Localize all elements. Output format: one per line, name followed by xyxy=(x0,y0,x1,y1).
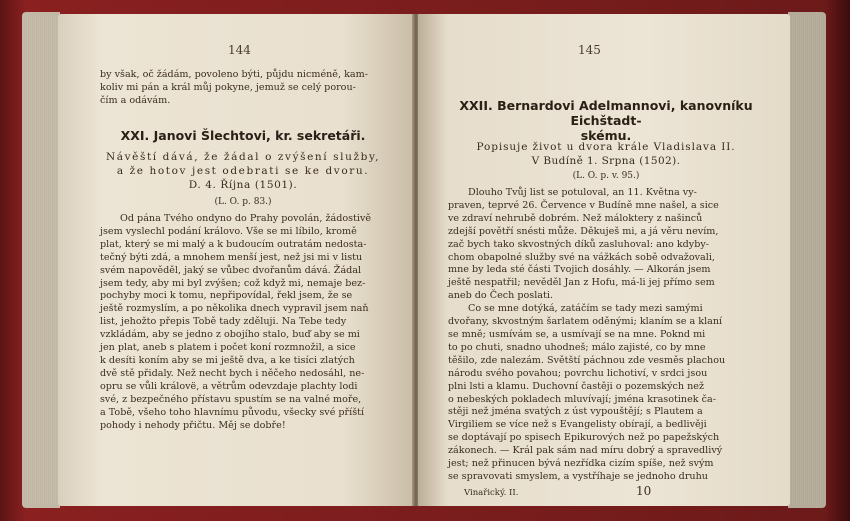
text-line: svém napověděl, jaký se vůbec dvořanům dává. Žádal xyxy=(100,264,362,276)
text-line: Dlouho Tvůj list se potuloval, an 11. Května vy- xyxy=(468,187,697,198)
text-line: opru se vůli královë, a větrům odevzdaje plachty lodi xyxy=(100,380,358,392)
text-line: ještě nespatřil; nevěděl Jan z Hofu, má-li jej přímo sem xyxy=(448,277,715,289)
text-line: své, z bezpečného přístavu spustím se na valné moře, xyxy=(100,393,362,405)
right-page-edges xyxy=(788,12,826,508)
right-page xyxy=(418,14,790,506)
subtitle-line: a že hotov jest odebrati se ke dvoru. xyxy=(116,165,370,177)
text-line: zdejší povětří snésti může. Děkuješ mi, a já věru nevím, xyxy=(448,225,719,237)
left-page-number: 144 xyxy=(228,43,251,57)
text-line: stěji než jména svatých z úst vypouštějí; s Plautem a xyxy=(448,406,703,418)
text-line: jen plat, aneb s platem i počet koní rozmnožil, a sice xyxy=(100,342,356,354)
text-line: jsem vyslechl podání královo. Vše se mi líbilo, kromě xyxy=(100,225,357,237)
text-line: praven, teprvé 26. Července v Budíně mne našel, a sice xyxy=(448,199,719,211)
letter-subtitle-xxii xyxy=(436,140,776,168)
letter-heading-xxii xyxy=(436,98,776,143)
text-line: se doptávají po spisech Epikurových než po papežských xyxy=(448,432,720,444)
text-line: plat, který se mi malý a k budoucím outratám nedosta- xyxy=(100,238,367,250)
text-line: a Tobě, všeho toho hlavnímu původu, všecky své příští xyxy=(100,406,365,418)
letter-reference-xxi: (L. O. p. 83.) xyxy=(214,197,272,207)
text-line: tečný býti zdá, a mnohem menší jest, než jsi mi v listu xyxy=(100,251,363,263)
letter-reference-xxii: (L. O. p. v. 95.) xyxy=(572,171,640,181)
text-line: jsem tedy, aby mi byl zvýšen; což když mi, nemaje bez- xyxy=(100,277,366,289)
text-line: zákonech. — Král pak sám nad míru dobrý a spravedlivý xyxy=(448,445,723,457)
text-line: těšilo, zde nalezám. Světští páchnou zde vesměs plachou xyxy=(448,354,726,366)
text-line: k desíti koním aby se mi ještě dva, a ke tisíci zlatých xyxy=(100,354,355,366)
text-line: o nebeských pokladech mluvívají; jména krasotinek ča- xyxy=(448,393,716,405)
text-line: ve zdraví nehrubě dobrém. Než máloktery z našinců xyxy=(448,212,703,224)
text-line: zač bych tako skvostných díků zasluhoval: ano kdyby- xyxy=(448,238,710,250)
letter-date: V Budíně 1. Srpna (1502). xyxy=(531,155,681,167)
right-body-text xyxy=(448,187,760,484)
text-line: se mně; usmívám se, a usmívají se na mne. Poknd mi xyxy=(448,328,706,340)
text-line: dvořany, skvostným šarlatem oděnými; klaním se a klaní xyxy=(448,316,723,328)
heading-line: XXII. Bernardovi Adelmannovi, kanovníku Eichštadt- xyxy=(459,98,753,128)
signature-number: 10 xyxy=(636,484,652,498)
letter-date: D. 4. Října (1501). xyxy=(188,179,298,191)
text-line: se spravovati smyslem, a vystříhaje se jednoho druhu xyxy=(448,470,708,482)
left-page xyxy=(58,14,414,506)
text-line: jest; než přinucen bývá nezřídka cizím spíše, než svým xyxy=(448,458,714,470)
text-line: by však, oč žádám, povoleno býti, půjdu nicméně, kam- xyxy=(100,69,368,80)
text-line: dvě stě přidaly. Než necht bych i něčeho nedosáhl, ne- xyxy=(100,367,365,379)
text-line: to po chuti, snadno uhodneš; málo zajisté, co by mne xyxy=(448,341,706,353)
left-body-text xyxy=(100,213,400,432)
subtitle-line: Popisuje život u dvora krále Vladislava II. xyxy=(476,141,736,153)
text-line: pochyby moci k tomu, nepřipovídal, řekl jsem, že se xyxy=(100,290,353,302)
text-line: chom obapolné služby své na vážkách sobě odvažovali, xyxy=(448,251,715,263)
text-line: mne by leda sté části Tvojich dosáhly. — Alkorán jsem xyxy=(448,264,711,276)
heading-line: skému. xyxy=(580,128,632,143)
text-line: aneb do Čech poslati. xyxy=(448,290,553,302)
text-line: čím a odávám. xyxy=(100,94,171,106)
text-line: národu svého povahou; povrchu lichotiví, v srdci jsou xyxy=(448,367,708,379)
left-page-edges xyxy=(22,12,60,508)
text-line: plni lsti a klamu. Duchovní častěji o pozemských než xyxy=(448,380,705,392)
right-page-number: 145 xyxy=(578,43,601,57)
text-line: koliv mi pán a král můj pokyne, jemuž se celý porou- xyxy=(100,81,356,93)
text-line: list, jehožto přepis Tobě tady zděluji. Na Tebe tedy xyxy=(100,316,347,328)
text-line: Od pána Tvého ondyno do Prahy povolán, žádostivě xyxy=(120,213,372,224)
text-line: ještě rozmyslím, a po několika dnech vypravil jsem naň xyxy=(100,303,369,315)
subtitle-line: Návěští dává, že žádal o zvýšení služby, xyxy=(105,151,381,163)
text-line: Co se mne dotýká, zatáčím se tady mezi samými xyxy=(468,303,703,315)
letter-heading-xxi: XXI. Janovi Šlechtovi, kr. sekretáři. xyxy=(120,128,366,143)
text-line: Virgiliem se více než s Evangelisty obírají, a bedlivěji xyxy=(448,419,707,431)
footer-author: Vinařický. II. xyxy=(464,488,519,498)
left-opening-paragraph xyxy=(100,69,400,108)
text-line: vzkládám, aby se jedno z obojího stalo, buď aby se mi xyxy=(100,329,360,341)
text-line: pohody i nehody přičtu. Měj se dobře! xyxy=(100,419,286,431)
letter-subtitle-xxi xyxy=(78,150,408,192)
